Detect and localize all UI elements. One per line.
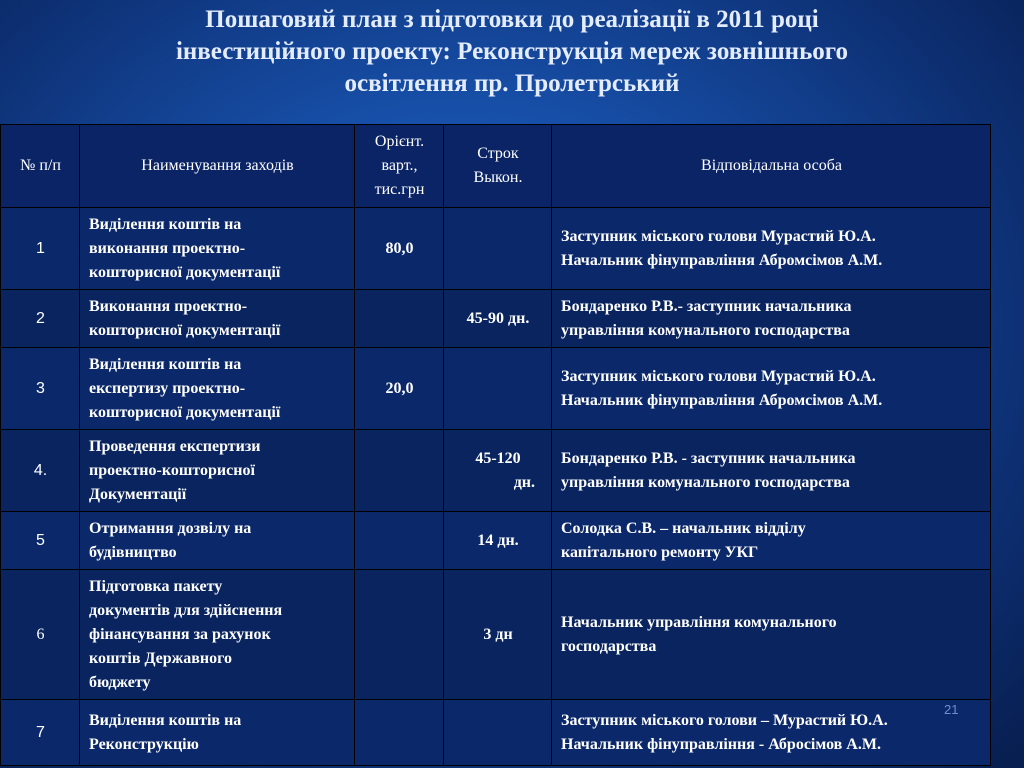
row-name-line: Підготовка пакету xyxy=(89,577,223,595)
row-name xyxy=(80,208,355,290)
row-resp xyxy=(552,512,991,570)
row-name-line: виконання проектно- xyxy=(89,239,246,257)
row-name-line: документів для здійснення xyxy=(89,601,283,619)
table-row xyxy=(1,512,991,570)
row-resp-line: Бондаренко Р.В.- заступник начальника xyxy=(561,297,852,315)
row-resp xyxy=(552,348,991,430)
row-resp xyxy=(552,570,991,700)
row-term-line: дн. xyxy=(513,473,535,491)
table-row xyxy=(1,348,991,430)
slide-title xyxy=(60,4,964,100)
row-name-line: Отримання дозвілу на xyxy=(89,519,252,537)
row-term: 3 дн xyxy=(444,570,552,700)
table-row xyxy=(1,430,991,512)
row-name-line: кошторисної документації xyxy=(89,263,281,281)
row-name xyxy=(80,348,355,430)
header-term-line-2: Выкон. xyxy=(473,169,523,186)
row-term xyxy=(444,208,552,290)
row-term xyxy=(444,700,552,766)
row-term xyxy=(444,348,552,430)
row-resp-line: управління комунального господарства xyxy=(561,473,850,491)
row-cost: 80,0 xyxy=(355,208,444,290)
header-term xyxy=(444,125,552,208)
table-row xyxy=(1,570,991,700)
row-name-line: кошторисної документації xyxy=(89,321,281,339)
row-resp-line: управління комунального господарства xyxy=(561,321,850,339)
row-cost xyxy=(355,700,444,766)
row-num: 2 xyxy=(1,290,80,348)
row-resp xyxy=(552,290,991,348)
header-name: Наименування заходів xyxy=(80,125,355,208)
row-num: 3 xyxy=(1,348,80,430)
row-resp-line: Заступник міського голови – Мурастий Ю.А. xyxy=(561,711,888,729)
row-name-line: Виділення коштів на xyxy=(89,355,242,373)
row-name-line: Виконання проектно- xyxy=(89,297,248,315)
row-term: 14 дн. xyxy=(444,512,552,570)
row-cost xyxy=(355,430,444,512)
slide-title-line-2: інвестиційного проекту: Реконструкція мереж зовнішнього xyxy=(175,38,849,65)
table-row xyxy=(1,700,991,766)
row-name-line: коштів Державного xyxy=(89,649,232,667)
row-resp-line: Начальник фінуправління Абромсімов А.М. xyxy=(561,391,883,409)
row-resp xyxy=(552,430,991,512)
row-name xyxy=(80,512,355,570)
row-num: 7 xyxy=(1,700,80,766)
row-name xyxy=(80,430,355,512)
row-num: 6 xyxy=(1,570,80,700)
row-term xyxy=(444,430,552,512)
row-num: 5 xyxy=(1,512,80,570)
row-resp-line: Заступник міського голови Мурастий Ю.А. xyxy=(561,227,876,245)
page-number: 21 xyxy=(944,702,959,717)
row-resp xyxy=(552,208,991,290)
header-cost-line-2: варт., xyxy=(381,157,418,174)
plan-table xyxy=(0,124,991,766)
row-resp-line: капітального ремонту УКГ xyxy=(561,543,759,561)
row-term: 45-90 дн. xyxy=(444,290,552,348)
row-name xyxy=(80,290,355,348)
row-name-line: кошторисної документації xyxy=(89,403,281,421)
row-num: 1 xyxy=(1,208,80,290)
row-resp-line: господарства xyxy=(561,637,657,655)
row-num: 4. xyxy=(1,430,80,512)
row-name-line: бюджету xyxy=(89,673,151,691)
table-row xyxy=(1,208,991,290)
table-row xyxy=(1,290,991,348)
row-name-line: Виділення коштів на xyxy=(89,215,242,233)
row-resp-line: Бондаренко Р.В. - заступник начальника xyxy=(561,449,856,467)
header-cost-line-3: тис.грн xyxy=(374,181,425,198)
row-name-line: Реконструкцію xyxy=(89,735,199,753)
row-name-line: Документації xyxy=(89,485,187,503)
row-resp-line: Начальник фінуправління - Абросімов А.М. xyxy=(561,735,881,753)
header-cost xyxy=(355,125,444,208)
row-name-line: експертизу проектно- xyxy=(89,379,246,397)
header-term-line-1: Строк xyxy=(477,145,519,162)
row-resp-line: Заступник міського голови Мурастий Ю.А. xyxy=(561,367,876,385)
slide-title-line-1: Пошаговий план з підготовки до реалізації в 2011 році xyxy=(205,6,819,33)
row-cost xyxy=(355,570,444,700)
row-name-line: фінансування за рахунок xyxy=(89,625,271,643)
row-name xyxy=(80,570,355,700)
header-cost-line-1: Орієнт. xyxy=(374,133,425,150)
header-resp: Відповідальна особа xyxy=(552,125,991,208)
row-name-line: будівництво xyxy=(89,543,177,561)
slide-title-line-3: освітлення пр. Пролетрський xyxy=(344,70,680,97)
row-name-line: проектно-кошторисної xyxy=(89,461,255,479)
row-resp-line: Начальник управління комунального xyxy=(561,613,837,631)
row-name xyxy=(80,700,355,766)
header-num: № п/п xyxy=(1,125,80,208)
row-resp-line: Солодка С.В. – начальник відділу xyxy=(561,519,806,537)
row-resp-line: Начальник фінуправління Абромсімов А.М. xyxy=(561,251,883,269)
row-name-line: Проведення експертизи xyxy=(89,437,261,455)
row-term-line: 45-120 xyxy=(475,449,521,467)
table-header-row xyxy=(1,125,991,208)
row-cost xyxy=(355,290,444,348)
row-cost: 20,0 xyxy=(355,348,444,430)
row-resp xyxy=(552,700,991,766)
row-cost xyxy=(355,512,444,570)
row-name-line: Виділення коштів на xyxy=(89,711,242,729)
